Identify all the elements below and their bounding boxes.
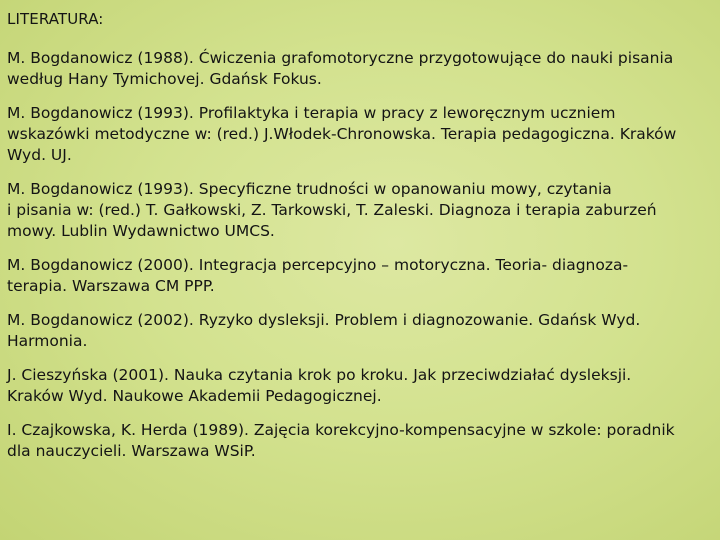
- reference-line: terapia. Warszawa CM PPP.: [7, 277, 215, 295]
- reference-item: [7, 365, 713, 407]
- reference-item: [7, 179, 713, 242]
- reference-line: Wyd. UJ.: [7, 146, 72, 164]
- reference-item: [7, 310, 713, 352]
- reference-line: M. Bogdanowicz (2002). Ryzyko dysleksji. Problem i diagnozowanie. Gdańsk Wyd.: [7, 311, 641, 329]
- reference-item: [7, 48, 713, 90]
- reference-item: [7, 255, 713, 297]
- reference-line: M. Bogdanowicz (1993). Specyficzne trudności w opanowaniu mowy, czytania: [7, 180, 612, 198]
- reference-line: I. Czajkowska, K. Herda (1989). Zajęcia korekcyjno-kompensacyjne w szkole: poradnik: [7, 421, 675, 439]
- reference-item: [7, 420, 713, 462]
- reference-line: według Hany Tymichovej. Gdańsk Fokus.: [7, 70, 322, 88]
- reference-line: M. Bogdanowicz (2000). Integracja percepcyjno – motoryczna. Teoria- diagnoza-: [7, 256, 629, 274]
- reference-item: [7, 103, 713, 166]
- reference-line: M. Bogdanowicz (1988). Ćwiczenia grafomotoryczne przygotowujące do nauki pisania: [7, 49, 674, 67]
- reference-line: dla nauczycieli. Warszawa WSiP.: [7, 442, 256, 460]
- reference-line: mowy. Lublin Wydawnictwo UMCS.: [7, 222, 275, 240]
- reference-line: J. Cieszyńska (2001). Nauka czytania krok po kroku. Jak przeciwdziałać dysleksji.: [7, 366, 632, 384]
- reference-line: M. Bogdanowicz (1993). Profilaktyka i terapia w pracy z leworęcznym uczniem: [7, 104, 616, 122]
- slide-title: LITERATURA:: [7, 10, 104, 28]
- reference-line: wskazówki metodyczne w: (red.) J.Włodek-Chronowska. Terapia pedagogiczna. Kraków: [7, 125, 677, 143]
- reference-list: [7, 48, 713, 475]
- reference-line: Kraków Wyd. Naukowe Akademii Pedagogicznej.: [7, 387, 382, 405]
- reference-line: i pisania w: (red.) T. Gałkowski, Z. Tarkowski, T. Zaleski. Diagnoza i terapia zaburzeń: [7, 201, 657, 219]
- reference-line: Harmonia.: [7, 332, 88, 350]
